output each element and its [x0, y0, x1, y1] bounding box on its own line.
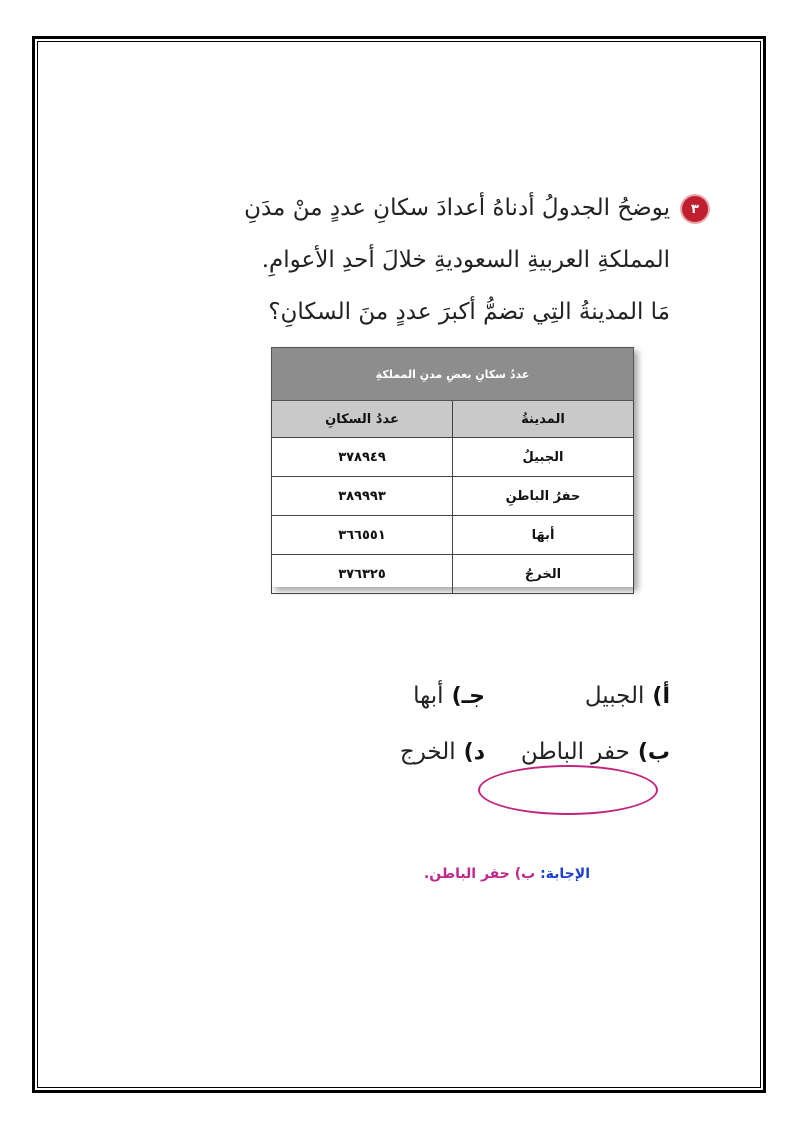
header-population: عددُ السكانِ [272, 401, 453, 438]
table-row [272, 477, 634, 516]
table-row [272, 438, 634, 477]
header-city: المدينةُ [453, 401, 634, 438]
choice-c-letter: جـ) [451, 683, 485, 709]
choice-d-text: الخرج [399, 739, 456, 765]
answer-value: ب) حفر الباطن. [423, 866, 536, 882]
question-number-badge: ٣ [682, 196, 708, 222]
choice-d-letter: د) [463, 739, 485, 765]
cell-city: الخرجُ [453, 555, 634, 594]
question-line-2: المملكةِ العربيةِ السعوديةِ خلالَ أحدِ الأعوامِ. [261, 247, 670, 273]
choice-b-text: حفر الباطن [520, 739, 630, 765]
cell-population: ٣٦٦٥٥١ [272, 516, 453, 555]
question-text [170, 182, 670, 338]
answer-choices [300, 668, 670, 780]
population-table [271, 347, 634, 594]
choice-c[interactable] [300, 683, 485, 709]
table-row [272, 516, 634, 555]
choice-c-text: أبها [413, 683, 444, 709]
choice-d[interactable] [300, 739, 485, 765]
choice-a-letter: أ) [652, 683, 670, 709]
selected-answer-circle [478, 765, 658, 815]
population-table-wrapper [271, 347, 634, 587]
cell-city: الجبيلُ [453, 438, 634, 477]
cell-population: ٣٧٦٣٢٥ [272, 555, 453, 594]
cell-city: حفرُ الباطنِ [453, 477, 634, 516]
cell-population: ٣٨٩٩٩٣ [272, 477, 453, 516]
table-row [272, 555, 634, 594]
question-line-3: مَا المدينةُ التِي تضمُّ أكبرَ عددٍ منَ السكانِ؟ [268, 299, 670, 325]
answer-label: الإجابة: [540, 866, 590, 882]
choice-b-letter: ب) [637, 739, 670, 765]
choice-a-text: الجبيل [584, 683, 645, 709]
cell-population: ٣٧٨٩٤٩ [272, 438, 453, 477]
cell-city: أبهَا [453, 516, 634, 555]
choices-row-1 [300, 668, 670, 724]
answer-line [350, 866, 590, 882]
question-line-1: يوضحُ الجدولُ أدناهُ أعدادَ سكانِ عددٍ منْ مدَنِ [244, 195, 670, 221]
choice-a[interactable] [485, 683, 670, 709]
choice-b[interactable] [485, 739, 670, 765]
table-caption: عددُ سكانِ بعضِ مدنِ المملكةِ [272, 348, 634, 401]
